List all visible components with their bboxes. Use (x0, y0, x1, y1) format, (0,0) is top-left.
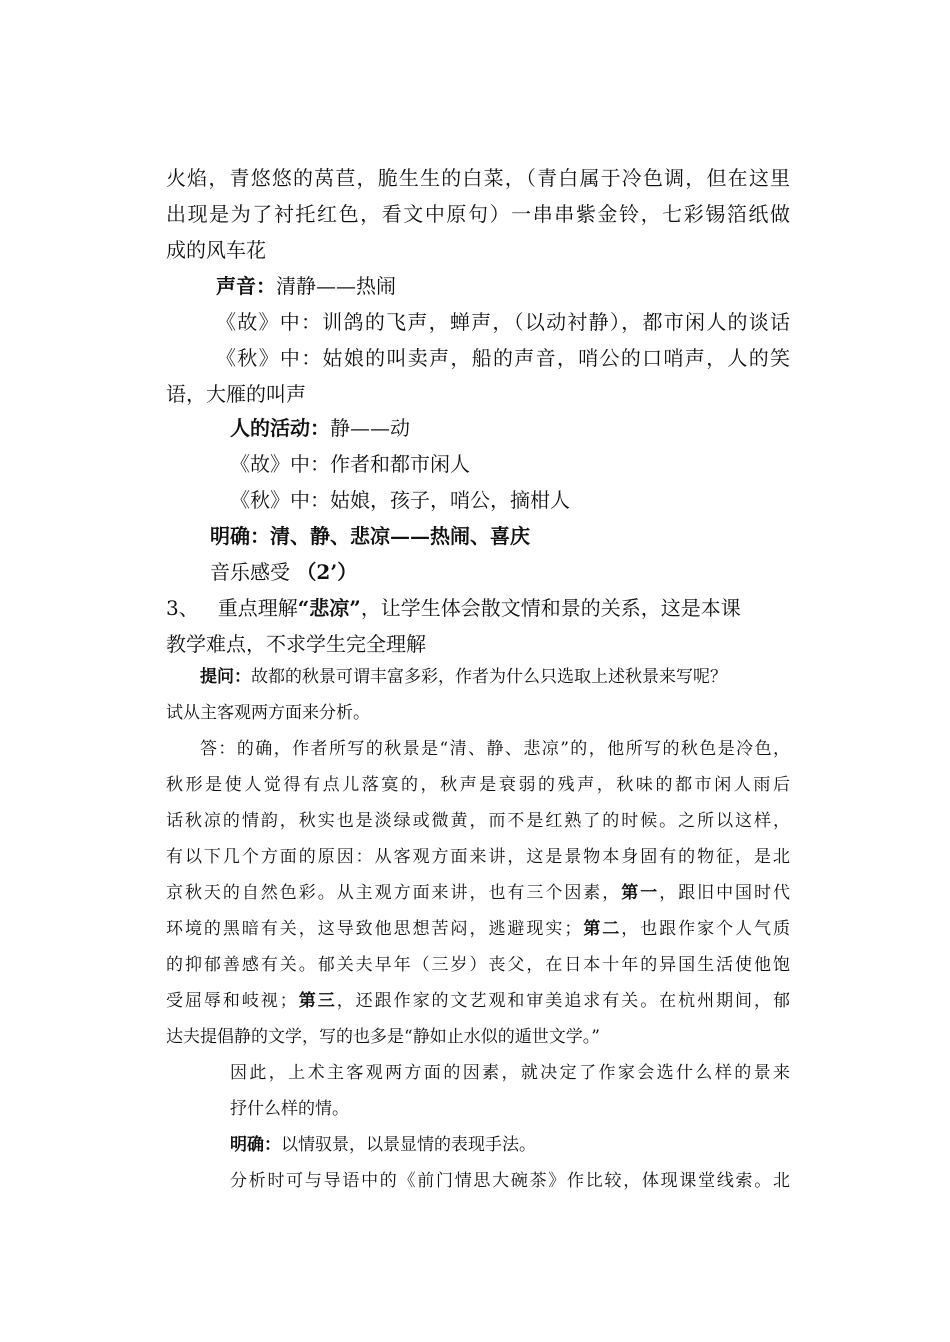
paragraph-line: 《故》中：训鸽的飞声，蝉声，（以动衬静），都市闲人的谈话 (216, 310, 790, 334)
sound-label: 声音： (216, 274, 276, 298)
paragraph-line: 语，大雁的叫声 (166, 382, 306, 406)
point-second: 第二 (581, 919, 622, 939)
paragraph-line (166, 916, 790, 942)
paragraph-line: 出现是为了衬托红色，看文中原句）一串串紫金铃，七彩锡箔纸做 (166, 202, 790, 226)
question-text: 故都的秋景可谓丰富多彩，作者为什么只选取上述秋景来写呢？ (251, 667, 727, 687)
activity-label: 人的活动： (230, 416, 330, 440)
clarify-label: 明确： (230, 1135, 281, 1155)
sound-heading (216, 272, 840, 300)
music-duration: （2’） (296, 560, 358, 584)
music-line (210, 558, 834, 586)
paragraph-line: 成的风车花 (166, 238, 266, 262)
section-text: ，让学生体会散文情和景的关系，这是本课 (360, 596, 741, 620)
paragraph-line: 达夫提倡静的文学，写的也多是“静如止水似的遁世文学。” (166, 1027, 600, 1047)
activity-heading (230, 414, 854, 442)
paragraph-line: 分析时可与导语中的《前门情思大碗茶》作比较，体现课堂线索。北 (230, 1171, 790, 1191)
section-3-heading (166, 594, 790, 622)
line-text: 受屈辱和岐视； (166, 991, 297, 1011)
paragraph-line: 抒什么样的情。 (230, 1099, 349, 1119)
paragraph-line (166, 988, 790, 1014)
point-third: 第三 (296, 991, 337, 1011)
paragraph-line: 火焰，青悠悠的莴苣，脆生生的白菜，（青白属于冷色调，但在这里 (166, 166, 790, 190)
music-text: 音乐感受 (210, 560, 297, 584)
paragraph-line (166, 880, 790, 906)
point-first: 第一 (621, 883, 660, 903)
section-number: 3、 重点理解 (166, 596, 298, 620)
line-text: 环境的黑暗有关，这导致他思想苦闷，逃避现实； (166, 919, 582, 939)
paragraph-line: 有以下几个方面的原因：从客观方面来讲，这是景物本身固有的物征，是北 (166, 847, 790, 867)
paragraph-line: 话秋凉的情韵，秋实也是淡绿或微黄，而不是红熟了的时候。之所以这样， (166, 811, 790, 831)
paragraph-line: 秋形是使人觉得有点儿落寞的，秋声是衰弱的残声，秋味的都市闲人雨后 (166, 775, 790, 795)
paragraph-line: 试从主客观两方面来分析。 (166, 703, 370, 723)
paragraph-line: 的抑郁善感有关。郁关夫早年（三岁）丧父，在日本十年的异国生活使他饱 (166, 955, 790, 975)
sound-text: 清静——热闹 (276, 274, 396, 298)
paragraph-line: 《故》中：作者和都市闲人 (230, 452, 470, 476)
question-label: 提问： (200, 667, 251, 687)
paragraph-line: 《秋》中：姑娘的叫卖声，船的声音，哨公的口哨声，人的笑 (216, 346, 790, 370)
clarify-line (230, 1132, 854, 1158)
line-text: ，跟旧中国时代 (659, 883, 790, 903)
paragraph-line: 《秋》中：姑娘，孩子，哨公，摘柑人 (230, 488, 570, 512)
line-text: 京秋天的自然色彩。从主观方面来讲，也有三个因素， (166, 883, 622, 903)
question-line (200, 664, 824, 690)
paragraph-line: 教学难点，不求学生完全理解 (166, 632, 426, 656)
paragraph-line: 因此，上术主客观两方面的因素，就决定了作家会选什么样的景来 (230, 1063, 790, 1083)
answer-line: 答：的确，作者所写的秋景是“清、静、悲凉”的，他所写的秋色是冷色， (200, 739, 790, 759)
clarify-text: 以情驭景，以景显情的表现手法。 (281, 1135, 536, 1155)
keyword-beiliang: “悲凉” (297, 596, 361, 620)
line-text: ，还跟作家的文艺观和审美追求有关。在杭州期间，郁 (336, 991, 790, 1011)
conclusion-line: 明确：清、静、悲凉——热闹、喜庆 (210, 524, 530, 548)
line-text: ，也跟作家个人气质 (621, 919, 790, 939)
activity-text: 静——动 (330, 416, 410, 440)
